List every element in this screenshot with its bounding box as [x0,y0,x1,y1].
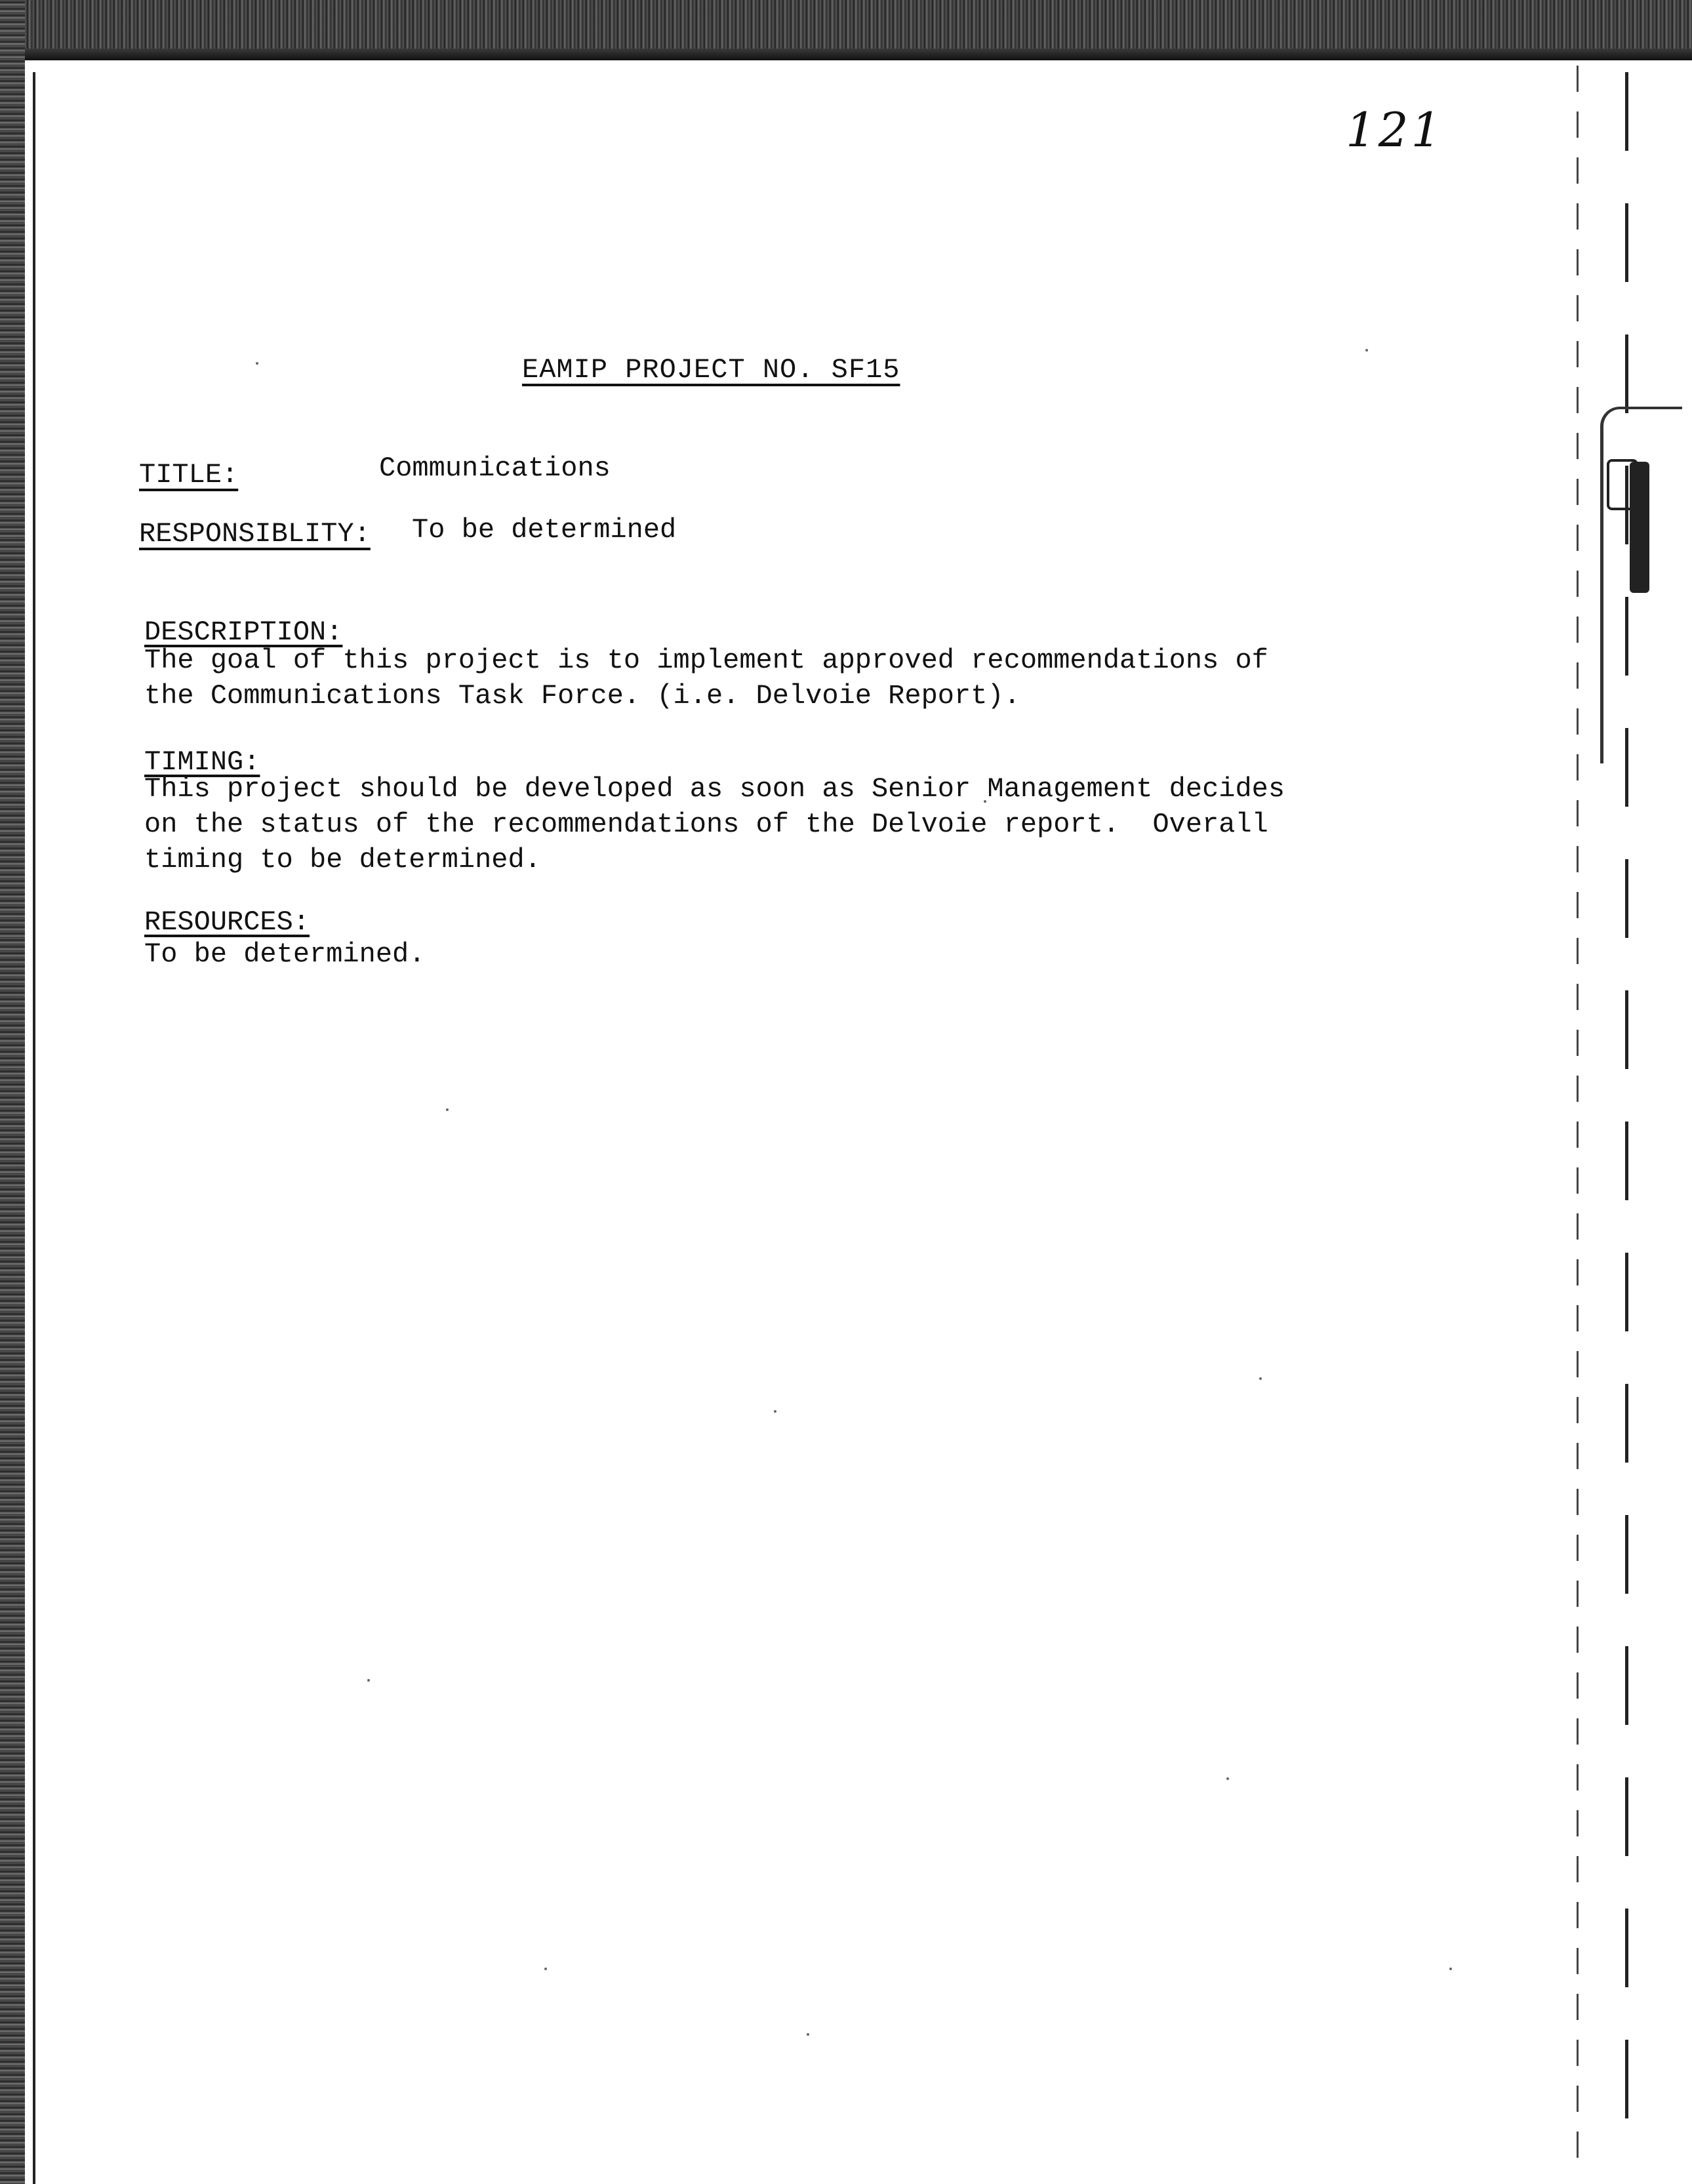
page-left-border [33,72,35,2184]
scan-top-edge [0,0,1692,60]
binding-edge-line-outer [1625,72,1628,2171]
title-value: Communications [379,453,611,484]
resources-label: RESOURCES: [144,906,310,938]
timing-text: This project should be developed as soon as Senior Management decides on the status of the recommendations of the Delvoie report. Overall timing to be determined. [144,773,1285,876]
binding-edge-line [1577,66,1579,2164]
title-label: TITLE: [139,459,239,491]
resources-text: To be determined. [144,939,426,970]
responsibility-label: RESPONSIBLITY: [139,518,371,550]
scan-left-edge [0,0,25,2184]
binding-tab-mark [1607,459,1638,510]
responsibility-value: To be determined [412,514,677,546]
timing-label: TIMING: [144,746,260,778]
description-text: The goal of this project is to implement approved recommendations of the Communications Task Force. (i.e. Delvoie Report). [144,645,1268,712]
description-label: DESCRIPTION: [144,617,343,648]
project-heading: EAMIP PROJECT NO. SF15 [522,354,900,386]
handwritten-page-number: 121 [1346,102,1444,157]
